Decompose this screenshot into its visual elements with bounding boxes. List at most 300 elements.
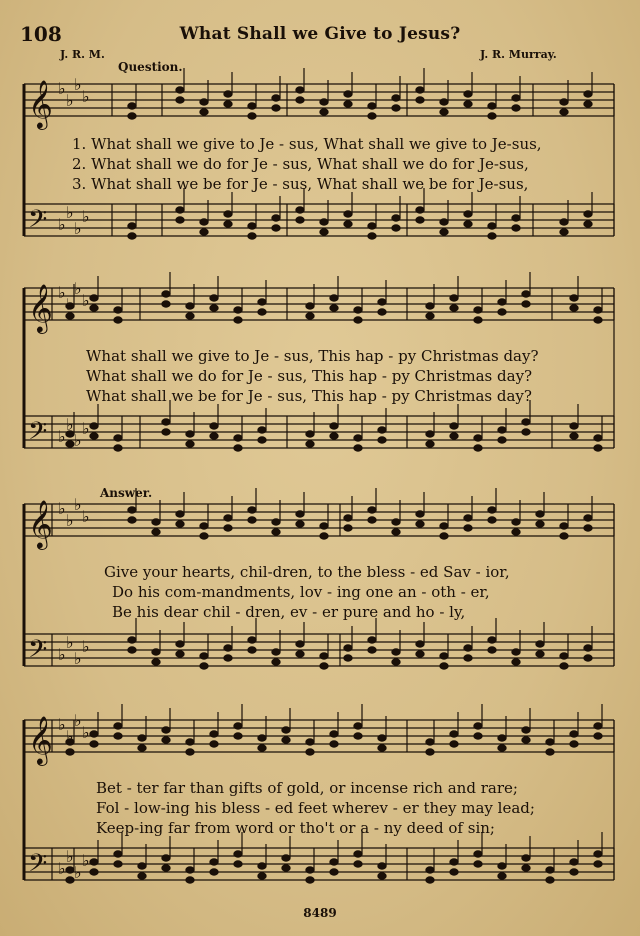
note-head — [162, 737, 170, 743]
note-head — [522, 737, 530, 743]
note-head — [474, 733, 482, 739]
note-head — [258, 309, 266, 315]
note-head — [200, 219, 208, 225]
note-head — [450, 741, 458, 747]
note-head — [426, 441, 434, 447]
note-head — [152, 649, 160, 655]
note-head — [488, 103, 496, 109]
note-head — [392, 649, 400, 655]
note-head — [474, 445, 482, 451]
note-head — [474, 861, 482, 867]
note-head — [426, 739, 434, 745]
note-head — [162, 865, 170, 871]
note-head — [306, 313, 314, 319]
flat-icon: ♭ — [58, 215, 66, 234]
note-head — [522, 727, 530, 733]
note-head — [296, 87, 304, 93]
note-head — [354, 851, 362, 857]
note-head — [498, 309, 506, 315]
note-head — [440, 99, 448, 105]
note-head — [560, 533, 568, 539]
note-head — [488, 113, 496, 119]
note-head — [306, 303, 314, 309]
note-head — [378, 863, 386, 869]
lyric-line: Do his com-mandments, lov - ing one an - oth - er, — [112, 583, 490, 601]
note-head — [440, 663, 448, 669]
bass-clef-icon: 𝄢 — [28, 205, 48, 240]
note-head — [546, 749, 554, 755]
note-head — [536, 641, 544, 647]
note-head — [344, 101, 352, 107]
note-head — [584, 655, 592, 661]
note-head — [512, 105, 520, 111]
note-head — [512, 649, 520, 655]
note-head — [498, 863, 506, 869]
note-head — [584, 221, 592, 227]
note-head — [306, 877, 314, 883]
note-head — [426, 749, 434, 755]
note-head — [128, 507, 136, 513]
note-head — [258, 863, 266, 869]
note-head — [392, 225, 400, 231]
note-head — [90, 433, 98, 439]
note-head — [560, 653, 568, 659]
note-head — [344, 655, 352, 661]
note-head — [176, 641, 184, 647]
note-head — [128, 637, 136, 643]
note-head — [464, 211, 472, 217]
note-head — [416, 87, 424, 93]
note-head — [594, 445, 602, 451]
note-head — [248, 507, 256, 513]
note-head — [114, 435, 122, 441]
note-head — [330, 295, 338, 301]
note-head — [248, 113, 256, 119]
page-number: 108 — [20, 22, 62, 46]
note-head — [368, 233, 376, 239]
note-head — [114, 733, 122, 739]
note-head — [512, 225, 520, 231]
note-head — [272, 95, 280, 101]
note-head — [378, 873, 386, 879]
note-head — [90, 869, 98, 875]
note-head — [368, 507, 376, 513]
note-head — [176, 207, 184, 213]
note-head — [138, 745, 146, 751]
flat-icon: ♭ — [74, 75, 82, 94]
note-head — [440, 533, 448, 539]
note-head — [522, 419, 530, 425]
note-head — [176, 651, 184, 657]
note-head — [450, 295, 458, 301]
note-head — [522, 301, 530, 307]
note-head — [330, 731, 338, 737]
note-head — [128, 223, 136, 229]
note-head — [560, 109, 568, 115]
note-head — [440, 523, 448, 529]
note-head — [296, 97, 304, 103]
note-head — [378, 735, 386, 741]
note-head — [584, 515, 592, 521]
note-head — [392, 519, 400, 525]
note-head — [354, 723, 362, 729]
flat-icon: ♭ — [66, 203, 74, 222]
flat-icon: ♭ — [74, 495, 82, 514]
flat-icon: ♭ — [82, 87, 90, 106]
note-head — [224, 515, 232, 521]
note-head — [162, 301, 170, 307]
note-head — [248, 647, 256, 653]
flat-icon: ♭ — [74, 649, 82, 668]
note-head — [560, 229, 568, 235]
note-head — [416, 511, 424, 517]
note-head — [488, 507, 496, 513]
flat-icon: ♭ — [74, 219, 82, 238]
flat-icon: ♭ — [74, 279, 82, 298]
note-head — [66, 867, 74, 873]
treble-clef-icon: 𝄞 — [28, 715, 53, 764]
note-head — [114, 851, 122, 857]
note-head — [584, 645, 592, 651]
note-head — [200, 533, 208, 539]
note-head — [272, 519, 280, 525]
lyric-line: Fol - low-ing his bless - ed feet wherev - er they may lead; — [96, 799, 535, 817]
note-head — [426, 877, 434, 883]
note-head — [594, 723, 602, 729]
note-head — [162, 291, 170, 297]
note-head — [416, 651, 424, 657]
note-head — [378, 745, 386, 751]
note-head — [426, 867, 434, 873]
note-head — [416, 97, 424, 103]
note-head — [248, 103, 256, 109]
note-head — [464, 91, 472, 97]
note-head — [584, 211, 592, 217]
note-head — [210, 859, 218, 865]
note-head — [162, 419, 170, 425]
lyric-line: Give your hearts, chil-dren, to the bless - ed Sav - ior, — [104, 563, 510, 581]
note-head — [258, 437, 266, 443]
note-head — [330, 859, 338, 865]
note-head — [186, 303, 194, 309]
note-head — [474, 723, 482, 729]
note-head — [570, 295, 578, 301]
hymn-title: What Shall we Give to Jesus? — [179, 24, 461, 44]
flat-icon: ♭ — [82, 637, 90, 656]
note-head — [138, 735, 146, 741]
note-head — [488, 223, 496, 229]
flat-icon: ♭ — [58, 427, 66, 446]
note-head — [330, 305, 338, 311]
note-head — [522, 291, 530, 297]
note-head — [450, 433, 458, 439]
note-head — [488, 647, 496, 653]
flat-icon: ♭ — [74, 431, 82, 450]
note-head — [536, 651, 544, 657]
note-head — [306, 739, 314, 745]
note-head — [368, 113, 376, 119]
note-head — [306, 431, 314, 437]
note-head — [66, 749, 74, 755]
note-head — [234, 723, 242, 729]
flat-icon: ♭ — [82, 207, 90, 226]
note-head — [320, 523, 328, 529]
lyric-line: Keep-ing far from word or tho't or a - ny deed of sin; — [96, 819, 495, 837]
note-head — [176, 97, 184, 103]
note-head — [344, 211, 352, 217]
note-head — [354, 733, 362, 739]
note-head — [570, 433, 578, 439]
note-head — [176, 87, 184, 93]
note-head — [474, 851, 482, 857]
note-head — [176, 511, 184, 517]
note-head — [162, 429, 170, 435]
note-head — [488, 517, 496, 523]
note-head — [560, 663, 568, 669]
note-head — [296, 521, 304, 527]
note-head — [464, 645, 472, 651]
note-head — [392, 659, 400, 665]
note-head — [378, 437, 386, 443]
note-head — [186, 313, 194, 319]
flat-icon: ♭ — [82, 851, 90, 870]
note-head — [440, 109, 448, 115]
flat-icon: ♭ — [58, 859, 66, 878]
note-head — [522, 865, 530, 871]
flat-icon: ♭ — [58, 79, 66, 98]
note-head — [392, 215, 400, 221]
note-head — [186, 431, 194, 437]
note-head — [416, 207, 424, 213]
note-head — [488, 637, 496, 643]
note-head — [416, 217, 424, 223]
treble-clef-icon: 𝄞 — [28, 499, 53, 548]
note-head — [258, 427, 266, 433]
note-head — [440, 229, 448, 235]
note-head — [488, 233, 496, 239]
note-head — [570, 731, 578, 737]
note-head — [450, 305, 458, 311]
note-head — [90, 423, 98, 429]
note-head — [378, 309, 386, 315]
note-head — [234, 861, 242, 867]
note-head — [306, 441, 314, 447]
note-head — [594, 733, 602, 739]
flat-icon: ♭ — [66, 511, 74, 530]
note-head — [258, 873, 266, 879]
note-head — [248, 223, 256, 229]
flat-icon: ♭ — [82, 291, 90, 310]
section-label-answer: Answer. — [100, 486, 153, 500]
flat-icon: ♭ — [82, 723, 90, 742]
note-head — [512, 215, 520, 221]
note-head — [186, 739, 194, 745]
note-head — [138, 873, 146, 879]
note-head — [224, 211, 232, 217]
note-head — [450, 869, 458, 875]
note-head — [498, 437, 506, 443]
note-head — [570, 741, 578, 747]
note-head — [368, 647, 376, 653]
flat-icon: ♭ — [58, 499, 66, 518]
note-head — [536, 511, 544, 517]
note-head — [546, 877, 554, 883]
note-head — [512, 95, 520, 101]
note-head — [186, 877, 194, 883]
note-head — [186, 749, 194, 755]
note-head — [450, 731, 458, 737]
note-head — [186, 867, 194, 873]
note-head — [320, 663, 328, 669]
note-head — [354, 435, 362, 441]
section-label-question: Question. — [118, 60, 183, 74]
note-head — [66, 877, 74, 883]
note-head — [234, 435, 242, 441]
note-head — [128, 233, 136, 239]
note-head — [296, 651, 304, 657]
flat-icon: ♭ — [66, 847, 74, 866]
note-head — [90, 859, 98, 865]
note-head — [594, 307, 602, 313]
note-head — [330, 423, 338, 429]
note-head — [594, 861, 602, 867]
note-head — [570, 869, 578, 875]
note-head — [210, 433, 218, 439]
note-head — [560, 219, 568, 225]
flat-icon: ♭ — [82, 507, 90, 526]
note-head — [272, 659, 280, 665]
lyric-line: What shall we do for Je - sus, This hap - py Christmas day? — [86, 367, 533, 385]
note-head — [344, 525, 352, 531]
note-head — [368, 103, 376, 109]
note-head — [248, 233, 256, 239]
note-head — [224, 525, 232, 531]
note-head — [426, 303, 434, 309]
note-head — [474, 317, 482, 323]
note-head — [378, 427, 386, 433]
note-head — [200, 99, 208, 105]
note-head — [296, 641, 304, 647]
note-head — [570, 305, 578, 311]
note-head — [440, 219, 448, 225]
flat-icon: ♭ — [66, 295, 74, 314]
flat-icon: ♭ — [74, 863, 82, 882]
note-head — [210, 295, 218, 301]
note-head — [440, 653, 448, 659]
note-head — [224, 655, 232, 661]
note-head — [90, 295, 98, 301]
note-head — [234, 445, 242, 451]
note-head — [258, 299, 266, 305]
flat-icon: ♭ — [58, 645, 66, 664]
note-head — [152, 659, 160, 665]
note-head — [536, 521, 544, 527]
note-head — [272, 529, 280, 535]
note-head — [114, 861, 122, 867]
note-head — [114, 307, 122, 313]
note-head — [464, 525, 472, 531]
note-head — [512, 659, 520, 665]
note-head — [128, 113, 136, 119]
note-head — [210, 869, 218, 875]
note-head — [584, 91, 592, 97]
note-head — [344, 221, 352, 227]
note-head — [224, 221, 232, 227]
note-head — [320, 229, 328, 235]
note-head — [498, 735, 506, 741]
flat-icon: ♭ — [74, 711, 82, 730]
note-head — [258, 735, 266, 741]
lyric-line: What shall we give to Je - sus, This hap - py Christmas day? — [86, 347, 539, 365]
flat-icon: ♭ — [66, 91, 74, 110]
note-head — [200, 229, 208, 235]
note-head — [272, 225, 280, 231]
note-head — [90, 305, 98, 311]
treble-clef-icon: 𝄞 — [28, 283, 53, 332]
note-head — [272, 649, 280, 655]
note-head — [128, 647, 136, 653]
note-head — [90, 731, 98, 737]
note-head — [570, 859, 578, 865]
note-head — [474, 435, 482, 441]
treble-clef-icon: 𝄞 — [28, 79, 53, 128]
note-head — [128, 517, 136, 523]
flat-icon: ♭ — [58, 715, 66, 734]
note-head — [560, 99, 568, 105]
note-head — [200, 663, 208, 669]
note-head — [474, 307, 482, 313]
note-head — [450, 859, 458, 865]
note-head — [296, 207, 304, 213]
note-head — [114, 445, 122, 451]
note-head — [594, 317, 602, 323]
note-head — [344, 645, 352, 651]
note-head — [234, 317, 242, 323]
note-head — [296, 217, 304, 223]
note-head — [464, 101, 472, 107]
note-head — [282, 737, 290, 743]
note-head — [210, 423, 218, 429]
note-head — [392, 95, 400, 101]
note-head — [282, 855, 290, 861]
note-head — [224, 91, 232, 97]
note-head — [282, 865, 290, 871]
note-head — [176, 217, 184, 223]
note-head — [570, 423, 578, 429]
note-head — [210, 741, 218, 747]
footer-code: 8489 — [303, 906, 337, 920]
composer-credit: J. R. Murray. — [480, 48, 557, 61]
note-head — [138, 863, 146, 869]
note-head — [234, 733, 242, 739]
note-head — [306, 749, 314, 755]
note-head — [450, 423, 458, 429]
note-head — [210, 731, 218, 737]
note-head — [464, 515, 472, 521]
note-head — [498, 299, 506, 305]
note-head — [330, 869, 338, 875]
note-head — [248, 637, 256, 643]
note-head — [282, 727, 290, 733]
note-head — [200, 653, 208, 659]
note-head — [426, 431, 434, 437]
note-head — [416, 521, 424, 527]
note-head — [354, 307, 362, 313]
lyric-line: 1. What shall we give to Je - sus, What shall we give to Je-sus, — [72, 135, 542, 153]
note-head — [320, 109, 328, 115]
note-head — [306, 867, 314, 873]
flat-icon: ♭ — [58, 283, 66, 302]
